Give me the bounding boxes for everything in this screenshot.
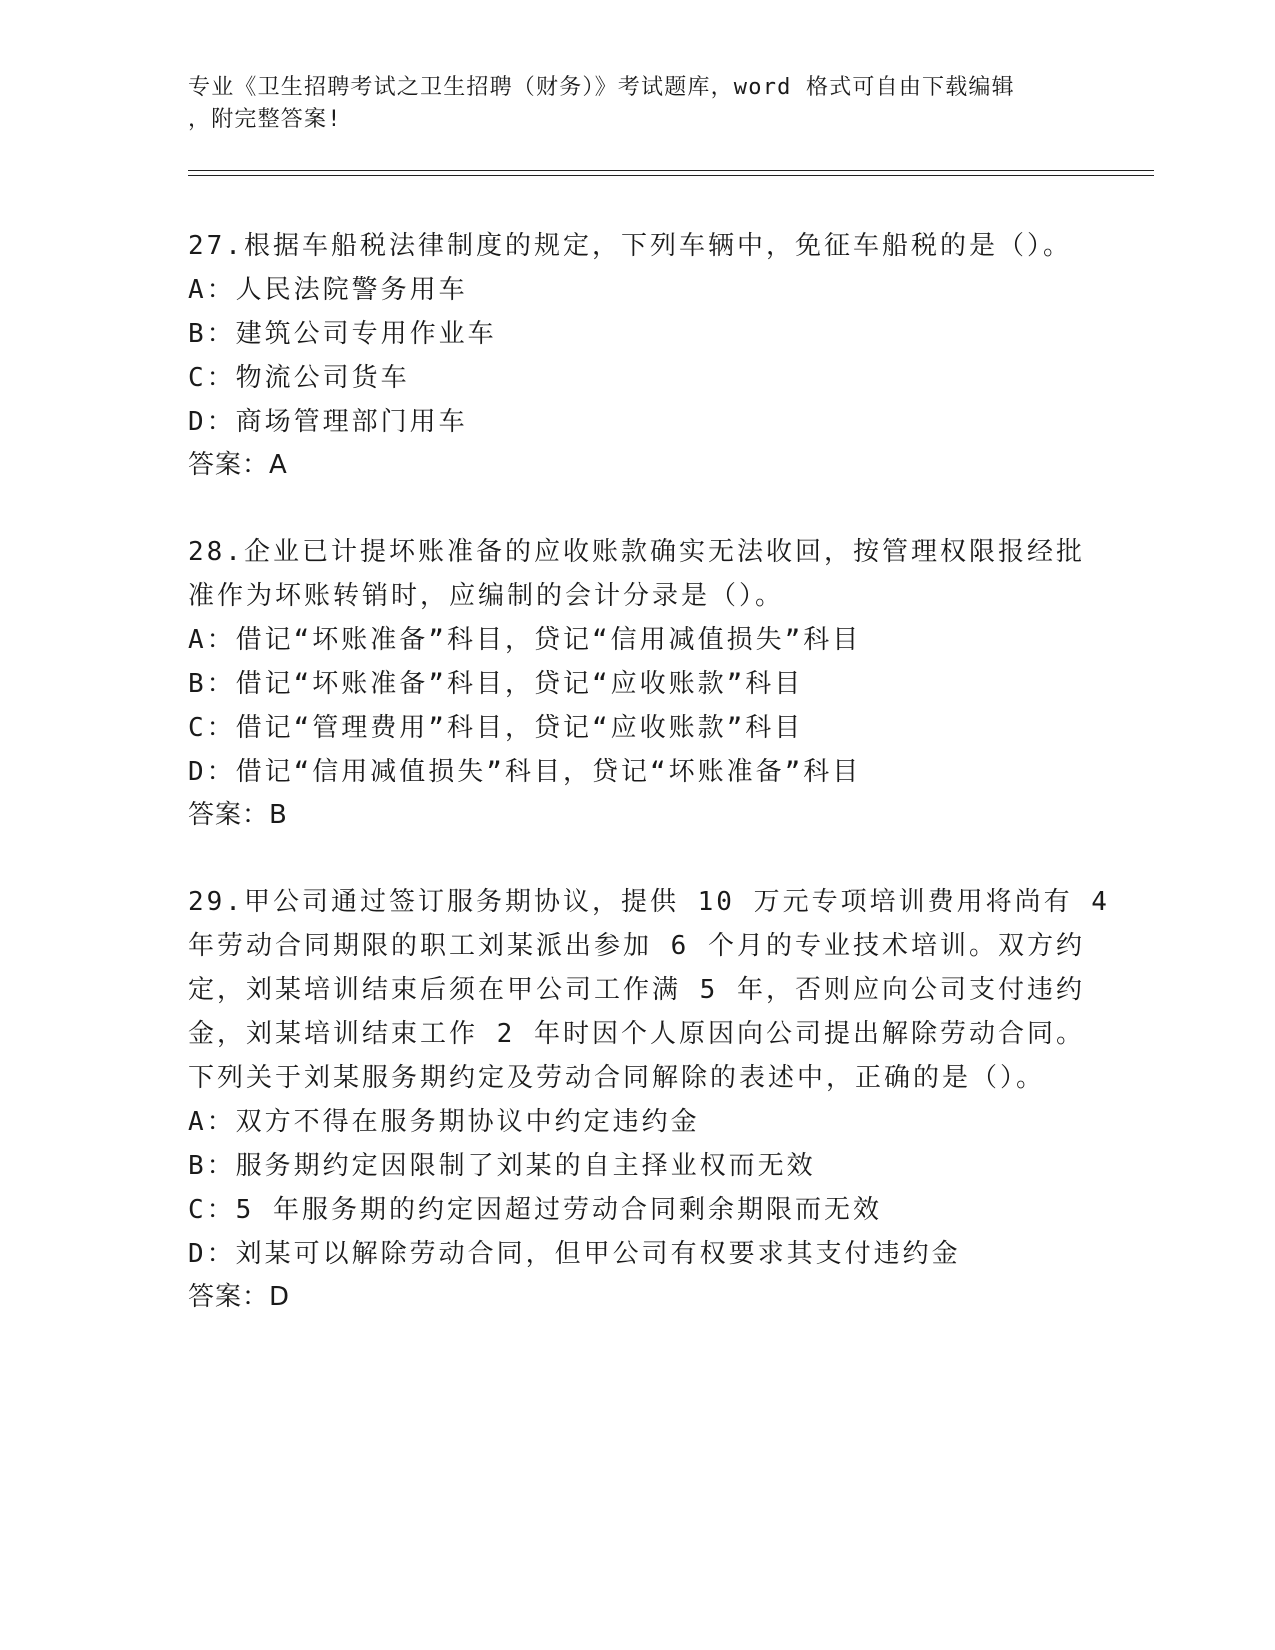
question-stem-line-5: 下列关于刘某服务期约定及劳动合同解除的表述中，正确的是（）。 (188, 1063, 1046, 1093)
answer: 答案：A (188, 450, 288, 480)
option-d: D：借记“信用减值损失”科目，贷记“坏账准备”科目 (188, 757, 862, 787)
option-a: A：借记“坏账准备”科目，贷记“信用减值损失”科目 (188, 625, 862, 655)
option-a: A：人民法院警务用车 (188, 275, 468, 305)
header-line-2: ，附完整答案! (188, 107, 342, 132)
question-stem: 27.根据车船税法律制度的规定，下列车辆中，免征车船税的是（）。 (188, 231, 1072, 261)
question-stem-line-4: 金，刘某培训结束工作 2 年时因个人原因向公司提出解除劳动合同。 (188, 1019, 1085, 1049)
answer: 答案：D (188, 1282, 291, 1312)
header-rule-bottom (188, 175, 1154, 176)
option-c: C：借记“管理费用”科目，贷记“应收账款”科目 (188, 713, 804, 743)
option-d: D：刘某可以解除劳动合同，但甲公司有权要求其支付违约金 (188, 1239, 961, 1269)
question-stem-line-2: 年劳动合同期限的职工刘某派出参加 6 个月的专业技术培训。双方约 (188, 931, 1085, 961)
option-d: D：商场管理部门用车 (188, 407, 468, 437)
answer: 答案：B (188, 800, 288, 830)
header-line-1: 专业《卫生招聘考试之卫生招聘（财务）》考试题库，word 格式可自由下载编辑 (188, 75, 1015, 100)
question-stem-line-1: 29.甲公司通过签订服务期协议，提供 10 万元专项培训费用将尚有 4 (188, 887, 1110, 917)
option-c: C：5 年服务期的约定因超过劳动合同剩余期限而无效 (188, 1195, 882, 1225)
question-stem-line-3: 定，刘某培训结束后须在甲公司工作满 5 年，否则应向公司支付违约 (188, 975, 1085, 1005)
header-rule-top (188, 170, 1154, 171)
option-b: B：借记“坏账准备”科目，贷记“应收账款”科目 (188, 669, 804, 699)
option-b: B：服务期约定因限制了刘某的自主择业权而无效 (188, 1151, 816, 1181)
question-stem-line-1: 28.企业已计提坏账准备的应收账款确实无法收回，按管理权限报经批 (188, 537, 1085, 567)
option-b: B：建筑公司专用作业车 (188, 319, 497, 349)
option-a: A：双方不得在服务期协议中约定违约金 (188, 1107, 700, 1137)
option-c: C：物流公司货车 (188, 363, 410, 393)
question-stem-line-2: 准作为坏账转销时，应编制的会计分录是（）。 (188, 581, 785, 611)
